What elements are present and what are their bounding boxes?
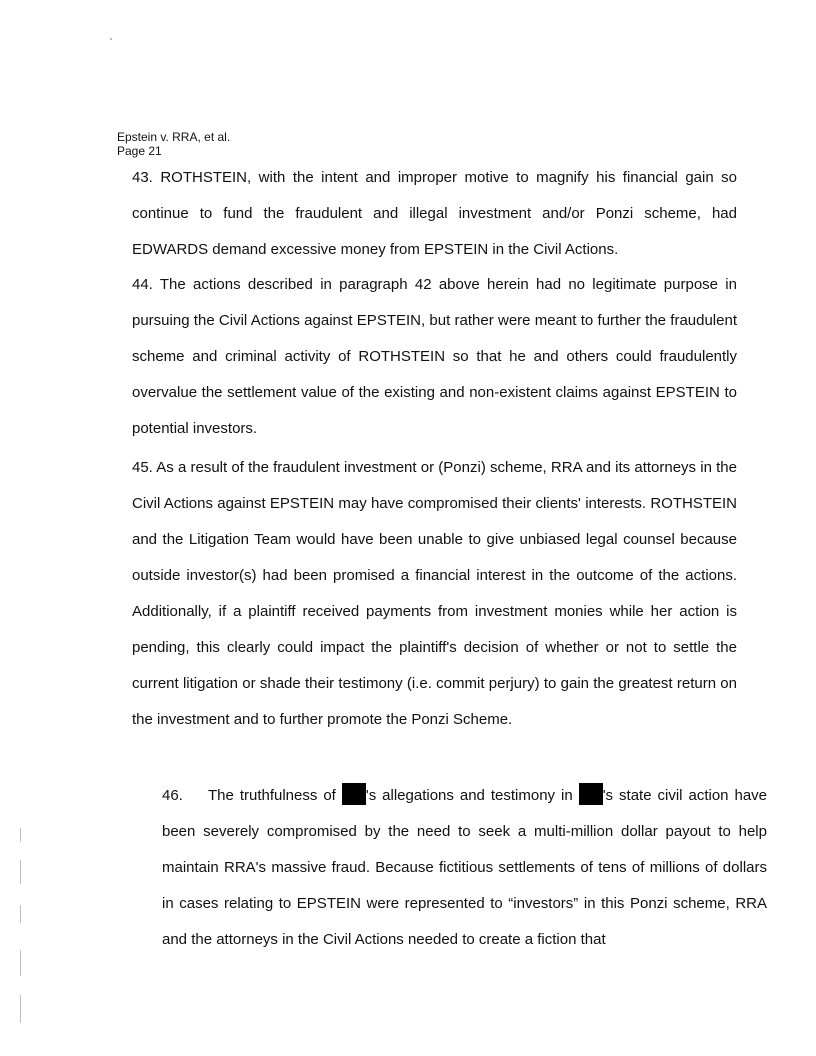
paragraph-text: As a result of the fraudulent investment or (Ponzi) scheme, RRA and its attorneys in the Civil Actions against EPSTEIN may have compromised their clients' interests. ROTHSTEIN and the Litigation Team would have been unable to give unbiased legal counsel because outside investor(s) had been promised a financial interest in the outcome of the actions. Additionally, if a plaintiff received payments from investment monies while her action is pending, this clearly could impact the plaintiff's decision of whether or not to settle the current litigation or shade their testimony (i.e. commit perjury) to gain the greatest return on the investment and to further promote the Ponzi Scheme. — [132, 459, 737, 728]
paragraph-43 — [117, 160, 737, 268]
scan-speck — [20, 905, 21, 923]
scan-speck — [20, 995, 21, 1023]
paragraph-44 — [117, 267, 737, 447]
paragraph-text: ROTHSTEIN, with the intent and improper motive to magnify his financial gain so continue to fund the fraudulent and illegal investment and/or Ponzi scheme, had EDWARDS demand excessive money from EPSTEIN in the Civil Actions. — [132, 169, 737, 258]
redaction-box — [579, 783, 603, 805]
paragraph-number: 45. — [132, 459, 153, 476]
paragraph-text: The actions described in paragraph 42 above herein had no legitimate purpose in pursuing the Civil Actions against EPSTEIN, but rather were meant to further the fraudulent scheme and criminal activity of ROTHSTEIN so that he and others could fraudulently overvalue the settlement value of the existing and non-existent claims against EPSTEIN to potential investors. — [132, 276, 737, 437]
paragraph-lead: The truthfulness of — [208, 787, 336, 804]
case-caption: Epstein v. RRA, et al. — [117, 130, 231, 144]
scan-speck — [20, 828, 21, 842]
paragraph-46 — [117, 778, 767, 958]
paragraph-text: 's state civil action have been severely compromised by the need to seek a multi-million dollar payout to help maintain RRA's massive fraud. Because fictitious settlements of tens of millions of dollars in cases relating to EPSTEIN were represented to “investors” in this Ponzi scheme, RRA and the attorneys in the Civil Actions needed to create a fiction that — [162, 787, 768, 948]
scan-speck — [20, 860, 21, 884]
redaction-box — [342, 783, 366, 805]
paragraph-number: 46. — [162, 787, 183, 804]
document-header — [117, 130, 230, 158]
paragraph-number: 43. — [132, 169, 153, 186]
scan-speck — [110, 38, 112, 40]
paragraph-mid: 's allegations and testimony in — [365, 787, 573, 804]
page-number: Page 21 — [117, 144, 162, 158]
paragraph-45 — [117, 450, 737, 738]
paragraph-number: 44. — [132, 276, 153, 293]
scan-speck — [20, 950, 21, 976]
